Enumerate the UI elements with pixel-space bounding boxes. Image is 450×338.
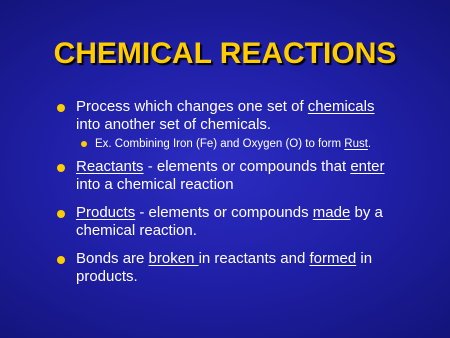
bullet-dot-icon	[57, 256, 65, 264]
bullet-item	[0, 98, 394, 134]
text-run: .	[367, 138, 372, 150]
underlined-term: Products	[76, 204, 136, 221]
text-run: - elements or compounds that	[143, 158, 351, 175]
bullet-text	[76, 250, 372, 285]
bullet-item	[0, 158, 394, 194]
underlined-term: broken	[148, 250, 199, 267]
text-run: Bonds are	[76, 250, 149, 267]
text-run: by a chemical reaction.	[76, 204, 383, 239]
underlined-term: Rust	[344, 138, 368, 150]
underlined-term: made	[312, 204, 351, 221]
slide-title: CHEMICAL REACTIONS	[53, 37, 397, 70]
text-run: - elements or compounds	[135, 204, 313, 221]
sub-bullet-item	[0, 136, 425, 152]
bullet-item	[0, 250, 394, 286]
underlined-term: enter	[350, 158, 385, 175]
underlined-term: formed	[309, 250, 357, 267]
text-run: into another set of chemicals.	[76, 116, 272, 133]
bullet-text	[76, 158, 385, 193]
text-run: Process which changes one set of	[76, 98, 308, 115]
sub-bullet-text	[95, 138, 371, 150]
text-run: into a chemical reaction	[76, 176, 234, 193]
text-run: in products.	[76, 250, 373, 285]
bullet-dot-icon	[57, 104, 65, 112]
bullet-dot-icon	[57, 210, 65, 218]
bullet-list	[0, 98, 450, 286]
text-run: Ex. Combining Iron (Fe) and Oxygen (O) to form	[95, 138, 345, 150]
bullet-text	[76, 98, 374, 133]
bullet-dot-icon	[57, 164, 65, 172]
underlined-term: chemicals	[307, 98, 375, 115]
text-run: in reactants and	[198, 250, 310, 267]
bullet-item	[0, 204, 394, 240]
underlined-term: Reactants	[76, 158, 144, 175]
sub-bullet-dot-icon	[81, 141, 87, 147]
bullet-text	[76, 204, 383, 239]
